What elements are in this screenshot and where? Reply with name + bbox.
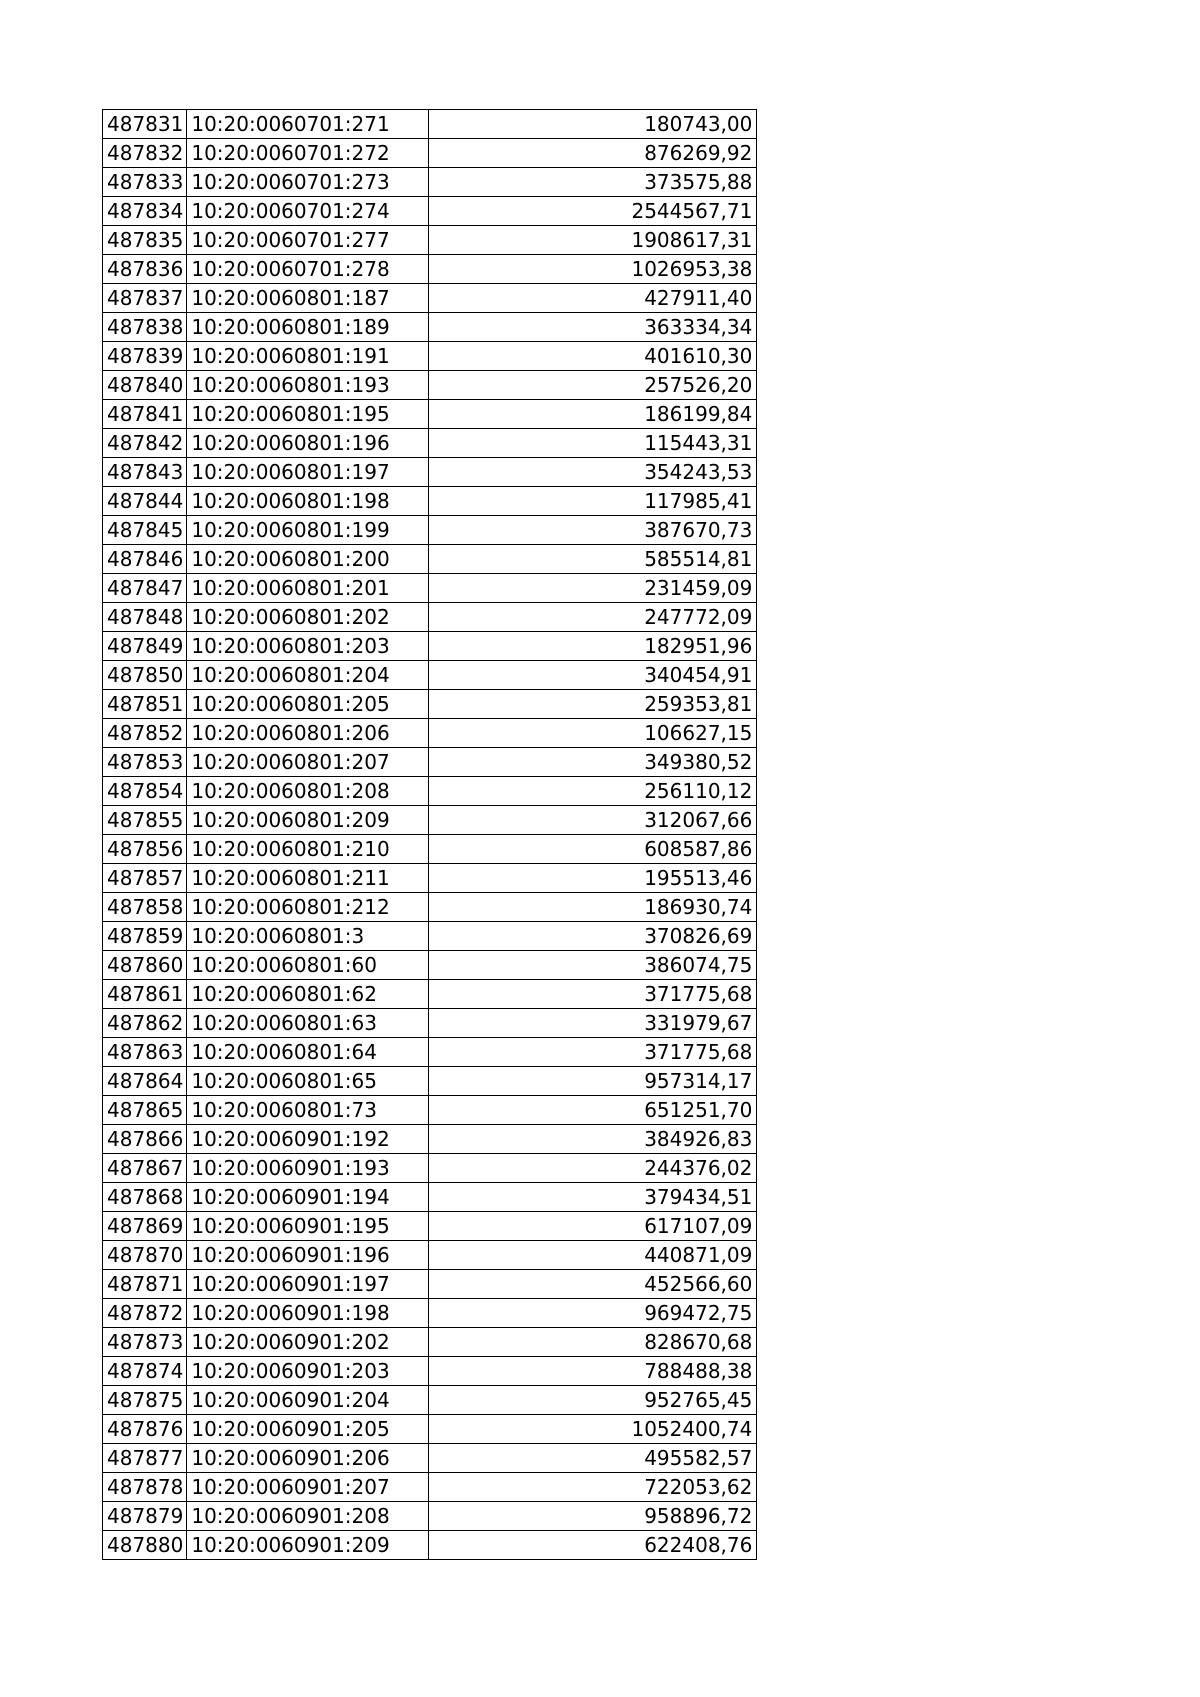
row-id-cell: 487854 xyxy=(103,777,187,806)
row-id-cell: 487877 xyxy=(103,1444,187,1473)
value-cell: 608587,86 xyxy=(429,835,757,864)
value-cell: 1052400,74 xyxy=(429,1415,757,1444)
value-cell: 117985,41 xyxy=(429,487,757,516)
row-id-cell: 487864 xyxy=(103,1067,187,1096)
table-row xyxy=(103,748,757,777)
row-id-cell: 487865 xyxy=(103,1096,187,1125)
table-row xyxy=(103,690,757,719)
table-row xyxy=(103,1038,757,1067)
row-id-cell: 487842 xyxy=(103,429,187,458)
row-id-cell: 487866 xyxy=(103,1125,187,1154)
row-id-cell: 487876 xyxy=(103,1415,187,1444)
cadastral-number-cell: 10:20:0060901:203 xyxy=(187,1357,429,1386)
table-row xyxy=(103,1299,757,1328)
row-id-cell: 487832 xyxy=(103,139,187,168)
table-row xyxy=(103,864,757,893)
table-row xyxy=(103,400,757,429)
table-row xyxy=(103,893,757,922)
row-id-cell: 487833 xyxy=(103,168,187,197)
table-row xyxy=(103,1502,757,1531)
table-row xyxy=(103,1183,757,1212)
value-cell: 373575,88 xyxy=(429,168,757,197)
table-row xyxy=(103,371,757,400)
table-row xyxy=(103,806,757,835)
value-cell: 257526,20 xyxy=(429,371,757,400)
cadastral-number-cell: 10:20:0060901:195 xyxy=(187,1212,429,1241)
row-id-cell: 487871 xyxy=(103,1270,187,1299)
value-cell: 585514,81 xyxy=(429,545,757,574)
table-row xyxy=(103,458,757,487)
cadastral-number-cell: 10:20:0060801:63 xyxy=(187,1009,429,1038)
value-cell: 969472,75 xyxy=(429,1299,757,1328)
table-row xyxy=(103,980,757,1009)
cadastral-number-cell: 10:20:0060801:191 xyxy=(187,342,429,371)
row-id-cell: 487875 xyxy=(103,1386,187,1415)
cadastral-number-cell: 10:20:0060701:273 xyxy=(187,168,429,197)
value-cell: 401610,30 xyxy=(429,342,757,371)
value-cell: 256110,12 xyxy=(429,777,757,806)
table-row xyxy=(103,1357,757,1386)
row-id-cell: 487852 xyxy=(103,719,187,748)
value-cell: 259353,81 xyxy=(429,690,757,719)
row-id-cell: 487867 xyxy=(103,1154,187,1183)
value-cell: 495582,57 xyxy=(429,1444,757,1473)
row-id-cell: 487879 xyxy=(103,1502,187,1531)
row-id-cell: 487860 xyxy=(103,951,187,980)
value-cell: 182951,96 xyxy=(429,632,757,661)
row-id-cell: 487857 xyxy=(103,864,187,893)
row-id-cell: 487863 xyxy=(103,1038,187,1067)
row-id-cell: 487844 xyxy=(103,487,187,516)
cadastral-number-cell: 10:20:0060801:64 xyxy=(187,1038,429,1067)
row-id-cell: 487849 xyxy=(103,632,187,661)
cadastral-number-cell: 10:20:0060801:197 xyxy=(187,458,429,487)
cadastral-number-cell: 10:20:0060901:204 xyxy=(187,1386,429,1415)
table-row xyxy=(103,545,757,574)
cadastral-number-cell: 10:20:0060901:194 xyxy=(187,1183,429,1212)
table-row xyxy=(103,1386,757,1415)
row-id-cell: 487837 xyxy=(103,284,187,313)
cadastral-number-cell: 10:20:0060801:62 xyxy=(187,980,429,1009)
value-cell: 331979,67 xyxy=(429,1009,757,1038)
row-id-cell: 487855 xyxy=(103,806,187,835)
row-id-cell: 487856 xyxy=(103,835,187,864)
value-cell: 247772,09 xyxy=(429,603,757,632)
cadastral-number-cell: 10:20:0060901:192 xyxy=(187,1125,429,1154)
table-row xyxy=(103,1270,757,1299)
value-cell: 371775,68 xyxy=(429,980,757,1009)
cadastral-number-cell: 10:20:0060801:206 xyxy=(187,719,429,748)
cadastral-number-cell: 10:20:0060801:211 xyxy=(187,864,429,893)
value-cell: 244376,02 xyxy=(429,1154,757,1183)
cadastral-number-cell: 10:20:0060801:198 xyxy=(187,487,429,516)
cadastral-value-table xyxy=(102,109,757,1560)
cadastral-number-cell: 10:20:0060801:212 xyxy=(187,893,429,922)
value-cell: 370826,69 xyxy=(429,922,757,951)
row-id-cell: 487872 xyxy=(103,1299,187,1328)
value-cell: 952765,45 xyxy=(429,1386,757,1415)
table-row xyxy=(103,1531,757,1560)
row-id-cell: 487836 xyxy=(103,255,187,284)
row-id-cell: 487841 xyxy=(103,400,187,429)
table-row xyxy=(103,1067,757,1096)
cadastral-number-cell: 10:20:0060801:203 xyxy=(187,632,429,661)
table-row xyxy=(103,197,757,226)
table-row xyxy=(103,574,757,603)
table-body xyxy=(103,110,757,1560)
row-id-cell: 487851 xyxy=(103,690,187,719)
value-cell: 231459,09 xyxy=(429,574,757,603)
cadastral-number-cell: 10:20:0060901:202 xyxy=(187,1328,429,1357)
value-cell: 340454,91 xyxy=(429,661,757,690)
cadastral-number-cell: 10:20:0060801:210 xyxy=(187,835,429,864)
value-cell: 186930,74 xyxy=(429,893,757,922)
cadastral-number-cell: 10:20:0060801:195 xyxy=(187,400,429,429)
value-cell: 617107,09 xyxy=(429,1212,757,1241)
cadastral-number-cell: 10:20:0060901:208 xyxy=(187,1502,429,1531)
cadastral-number-cell: 10:20:0060701:272 xyxy=(187,139,429,168)
value-cell: 2544567,71 xyxy=(429,197,757,226)
value-cell: 195513,46 xyxy=(429,864,757,893)
table-row xyxy=(103,284,757,313)
table-row xyxy=(103,1473,757,1502)
value-cell: 440871,09 xyxy=(429,1241,757,1270)
table-row xyxy=(103,487,757,516)
row-id-cell: 487845 xyxy=(103,516,187,545)
row-id-cell: 487835 xyxy=(103,226,187,255)
cadastral-number-cell: 10:20:0060801:207 xyxy=(187,748,429,777)
cadastral-number-cell: 10:20:0060901:209 xyxy=(187,1531,429,1560)
table-row xyxy=(103,516,757,545)
value-cell: 384926,83 xyxy=(429,1125,757,1154)
cadastral-number-cell: 10:20:0060901:207 xyxy=(187,1473,429,1502)
row-id-cell: 487878 xyxy=(103,1473,187,1502)
row-id-cell: 487838 xyxy=(103,313,187,342)
value-cell: 371775,68 xyxy=(429,1038,757,1067)
table-row xyxy=(103,110,757,139)
row-id-cell: 487862 xyxy=(103,1009,187,1038)
cadastral-number-cell: 10:20:0060801:199 xyxy=(187,516,429,545)
table-row xyxy=(103,777,757,806)
value-cell: 958896,72 xyxy=(429,1502,757,1531)
value-cell: 349380,52 xyxy=(429,748,757,777)
cadastral-number-cell: 10:20:0060801:73 xyxy=(187,1096,429,1125)
table-row xyxy=(103,1241,757,1270)
table-row xyxy=(103,835,757,864)
cadastral-number-cell: 10:20:0060901:206 xyxy=(187,1444,429,1473)
cadastral-number-cell: 10:20:0060901:198 xyxy=(187,1299,429,1328)
cadastral-number-cell: 10:20:0060701:271 xyxy=(187,110,429,139)
table-row xyxy=(103,922,757,951)
cadastral-number-cell: 10:20:0060901:205 xyxy=(187,1415,429,1444)
value-cell: 876269,92 xyxy=(429,139,757,168)
table-row xyxy=(103,1154,757,1183)
value-cell: 957314,17 xyxy=(429,1067,757,1096)
table-row xyxy=(103,429,757,458)
value-cell: 387670,73 xyxy=(429,516,757,545)
table-row xyxy=(103,139,757,168)
cadastral-number-cell: 10:20:0060801:202 xyxy=(187,603,429,632)
cadastral-number-cell: 10:20:0060801:205 xyxy=(187,690,429,719)
row-id-cell: 487868 xyxy=(103,1183,187,1212)
row-id-cell: 487831 xyxy=(103,110,187,139)
value-cell: 722053,62 xyxy=(429,1473,757,1502)
table-row xyxy=(103,1415,757,1444)
cadastral-number-cell: 10:20:0060801:60 xyxy=(187,951,429,980)
table-row xyxy=(103,603,757,632)
value-cell: 452566,60 xyxy=(429,1270,757,1299)
value-cell: 1026953,38 xyxy=(429,255,757,284)
table-row xyxy=(103,342,757,371)
table-row xyxy=(103,168,757,197)
row-id-cell: 487874 xyxy=(103,1357,187,1386)
table-row xyxy=(103,1444,757,1473)
value-cell: 354243,53 xyxy=(429,458,757,487)
row-id-cell: 487873 xyxy=(103,1328,187,1357)
value-cell: 363334,34 xyxy=(429,313,757,342)
value-cell: 386074,75 xyxy=(429,951,757,980)
cadastral-number-cell: 10:20:0060801:204 xyxy=(187,661,429,690)
row-id-cell: 487858 xyxy=(103,893,187,922)
table-row xyxy=(103,632,757,661)
row-id-cell: 487843 xyxy=(103,458,187,487)
row-id-cell: 487848 xyxy=(103,603,187,632)
cadastral-number-cell: 10:20:0060801:189 xyxy=(187,313,429,342)
value-cell: 427911,40 xyxy=(429,284,757,313)
cadastral-number-cell: 10:20:0060701:277 xyxy=(187,226,429,255)
row-id-cell: 487870 xyxy=(103,1241,187,1270)
cadastral-number-cell: 10:20:0060901:193 xyxy=(187,1154,429,1183)
cadastral-number-cell: 10:20:0060801:193 xyxy=(187,371,429,400)
table-row xyxy=(103,951,757,980)
row-id-cell: 487834 xyxy=(103,197,187,226)
cadastral-number-cell: 10:20:0060901:197 xyxy=(187,1270,429,1299)
value-cell: 788488,38 xyxy=(429,1357,757,1386)
cadastral-number-cell: 10:20:0060701:274 xyxy=(187,197,429,226)
cadastral-number-cell: 10:20:0060901:196 xyxy=(187,1241,429,1270)
row-id-cell: 487839 xyxy=(103,342,187,371)
cadastral-number-cell: 10:20:0060801:3 xyxy=(187,922,429,951)
row-id-cell: 487859 xyxy=(103,922,187,951)
table-row xyxy=(103,719,757,748)
value-cell: 622408,76 xyxy=(429,1531,757,1560)
cadastral-number-cell: 10:20:0060801:208 xyxy=(187,777,429,806)
row-id-cell: 487869 xyxy=(103,1212,187,1241)
row-id-cell: 487840 xyxy=(103,371,187,400)
table-row xyxy=(103,1328,757,1357)
table-row xyxy=(103,226,757,255)
row-id-cell: 487850 xyxy=(103,661,187,690)
table-row xyxy=(103,255,757,284)
row-id-cell: 487846 xyxy=(103,545,187,574)
value-cell: 186199,84 xyxy=(429,400,757,429)
table-row xyxy=(103,1212,757,1241)
row-id-cell: 487880 xyxy=(103,1531,187,1560)
value-cell: 379434,51 xyxy=(429,1183,757,1212)
cadastral-number-cell: 10:20:0060801:187 xyxy=(187,284,429,313)
value-cell: 115443,31 xyxy=(429,429,757,458)
value-cell: 1908617,31 xyxy=(429,226,757,255)
table-row xyxy=(103,661,757,690)
value-cell: 180743,00 xyxy=(429,110,757,139)
value-cell: 312067,66 xyxy=(429,806,757,835)
cadastral-number-cell: 10:20:0060801:200 xyxy=(187,545,429,574)
table-row xyxy=(103,313,757,342)
value-cell: 651251,70 xyxy=(429,1096,757,1125)
cadastral-number-cell: 10:20:0060801:65 xyxy=(187,1067,429,1096)
table-row xyxy=(103,1096,757,1125)
table-row xyxy=(103,1009,757,1038)
value-cell: 106627,15 xyxy=(429,719,757,748)
cadastral-number-cell: 10:20:0060701:278 xyxy=(187,255,429,284)
value-cell: 828670,68 xyxy=(429,1328,757,1357)
cadastral-number-cell: 10:20:0060801:209 xyxy=(187,806,429,835)
table-row xyxy=(103,1125,757,1154)
row-id-cell: 487847 xyxy=(103,574,187,603)
cadastral-number-cell: 10:20:0060801:196 xyxy=(187,429,429,458)
row-id-cell: 487861 xyxy=(103,980,187,1009)
row-id-cell: 487853 xyxy=(103,748,187,777)
cadastral-number-cell: 10:20:0060801:201 xyxy=(187,574,429,603)
